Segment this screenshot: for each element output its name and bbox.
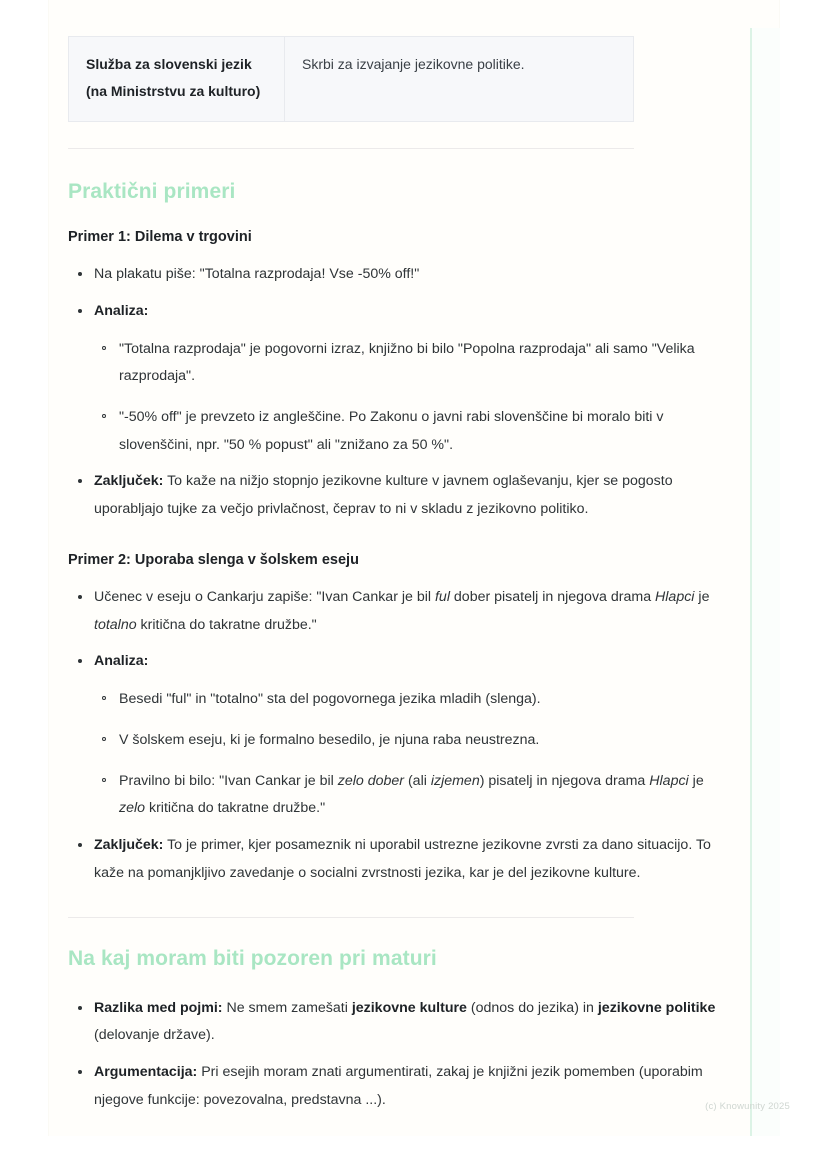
- list-item-text-part: Ne smem zamešati: [222, 999, 352, 1016]
- definitions-table: [68, 36, 634, 122]
- list-item-lead: Analiza:: [94, 302, 149, 319]
- table-row: [69, 37, 634, 122]
- emphasis-hlapci: Hlapci: [655, 589, 695, 606]
- list-item-text-part: (ali: [404, 772, 431, 789]
- list-item: [94, 768, 732, 823]
- list-item: [94, 686, 732, 714]
- list-item-lead: Zaključek:: [94, 836, 164, 853]
- list-matura: [68, 995, 732, 1115]
- list-item-text: V šolskem eseju, ki je formalno besedilo, je njuna raba neustrezna.: [119, 731, 540, 748]
- list-item-lead: Zaključek:: [94, 473, 164, 490]
- table-cell-description: Skrbi za izvajanje jezikovne politike.: [285, 37, 634, 122]
- copyright-watermark: (c) Knowunity 2025: [705, 1101, 790, 1112]
- list-item-lead: Argumentacija:: [94, 1063, 198, 1080]
- list-item-lead: Razlika med pojmi:: [94, 999, 223, 1016]
- list-item-zakljucek: [68, 832, 732, 887]
- list-item-text: Besedi "ful" in "totalno" sta del pogovornega jezika mladih (slenga).: [119, 691, 541, 708]
- list-item-text: "Totalna razprodaja" je pogovorni izraz, knjižno bi bilo "Popolna razprodaja" ali samo "Velika razprodaja".: [119, 340, 695, 385]
- list-item-text: To kaže na nižjo stopnjo jezikovne kulture v javnem oglaševanju, kjer se pogosto uporabljajo tujke za večjo privlačnost, čeprav to ni v skladu z jezikovno politiko.: [94, 473, 673, 518]
- section-divider-bottom: [68, 917, 634, 918]
- list-item: [94, 404, 732, 459]
- emphasis-zelo: zelo: [119, 800, 146, 817]
- list-item-razlika: [68, 995, 732, 1050]
- list-item-text-part: je: [688, 772, 704, 789]
- list-item-text-part: kritična do takratne družbe.": [145, 800, 326, 817]
- emphasis-hlapci-2: Hlapci: [649, 772, 689, 789]
- emphasis-zelo-dober: zelo dober: [337, 772, 405, 789]
- list-item-lead: Analiza:: [94, 653, 149, 670]
- list-item: [94, 727, 732, 755]
- sub-heading-primer-2: Primer 2: Uporaba slenga v šolskem eseju: [68, 551, 359, 568]
- emphasis-izjemen: izjemen: [430, 772, 480, 789]
- strong-jezikovne-politike: jezikovne politike: [597, 999, 716, 1016]
- list-item: [68, 584, 732, 639]
- list-item-text: Pri esejih moram znati argumentirati, zakaj je knjižni jezik pomemben (uporabim njegove funkcije: povezovalna, predstavna ...).: [94, 1063, 703, 1108]
- list-item-argumentacija: [68, 1059, 732, 1114]
- list-item-text: To je primer, kjer posameznik ni uporabil ustrezne jezikovne zvrsti za dano situacijo. To kaže na pomanjkljivo zavedanje o socialni zvrstnosti jezika, kar je del jezikovne kulture.: [94, 836, 711, 881]
- strong-jezikovne-kulture: jezikovne kulture: [351, 999, 467, 1016]
- list-item-text-part: je: [694, 589, 710, 606]
- list-item-text-part: kritična do takratne družbe.": [136, 616, 317, 633]
- list-primer-1: [68, 261, 732, 524]
- list-item-zakljucek: [68, 468, 732, 523]
- section-heading-matura: Na kaj moram biti pozoren pri maturi: [68, 947, 437, 971]
- table-cell-term: Služba za slovenski jezik (na Ministrstvu za kulturo): [69, 37, 285, 122]
- emphasis-ful: ful: [434, 589, 450, 606]
- list-item: [68, 261, 732, 289]
- section-divider-top: [68, 148, 634, 149]
- list-item-text-part: dober pisatelj in njegova drama: [449, 589, 656, 606]
- sublist-analiza-2: [94, 686, 732, 823]
- sublist-analiza-1: [94, 336, 732, 460]
- list-item-analiza: [68, 648, 732, 822]
- emphasis-totalno: totalno: [94, 616, 137, 633]
- list-item-analiza: [68, 298, 732, 459]
- list-item-text: Na plakatu piše: "Totalna razprodaja! Vse -50% off!": [94, 266, 420, 283]
- list-item-text: "-50% off" je prevzeto iz angleščine. Po Zakonu o javni rabi slovenščine bi moralo biti v slovenščini, npr. "50 % popust" ali "znižano za 50 %".: [119, 409, 664, 453]
- list-primer-2: [68, 584, 732, 887]
- sub-heading-primer-1: Primer 1: Dilema v trgovini: [68, 229, 252, 245]
- section-heading-prakticni-primeri: Praktični primeri: [68, 179, 236, 203]
- list-item-text-part: (delovanje države).: [94, 1027, 215, 1044]
- list-item-text-part: Učenec v eseju o Cankarju zapiše: "Ivan Cankar je bil: [94, 589, 435, 606]
- list-item-text-part: Pravilno bi bilo: "Ivan Cankar je bil: [119, 772, 338, 789]
- list-item-text-part: ) pisatelj in njegova drama: [479, 772, 650, 789]
- list-item-text-part: (odnos do jezika) in: [466, 999, 598, 1016]
- list-item: [94, 336, 732, 391]
